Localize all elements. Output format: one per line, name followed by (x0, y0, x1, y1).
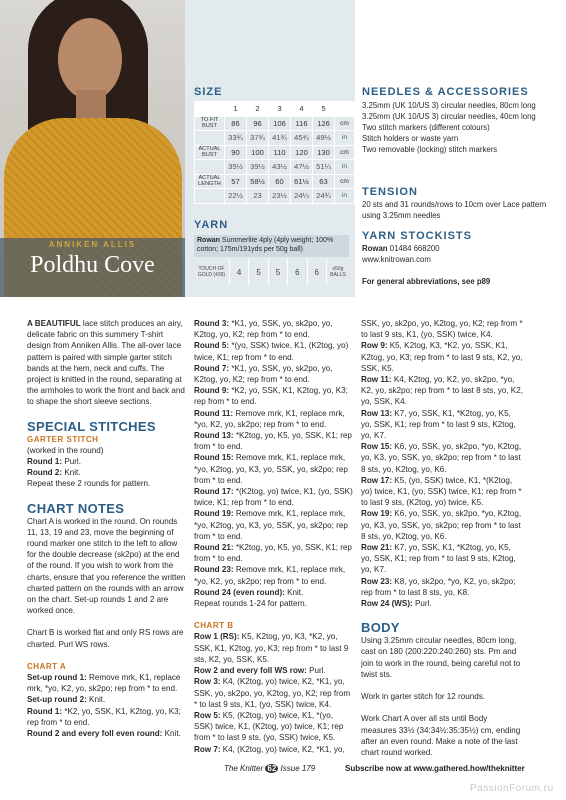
list-item: Row 23: K8, yo, sk2po, *yo, K2, yo, sk2po; rep from * to last 8 sts, yo, K8. (361, 576, 516, 597)
list-item: Round 21: *K2tog, yo, K5, yo, SSK, K1; rep from * to end. (194, 543, 352, 564)
column-3: SSK, yo, sk2po, yo, K2tog, yo, K2; rep from * to last 9 sts, K1, (yo, SSK) twice, K4. Row 9: K5, K2tog, K3, *K2, yo, SSK, K1, K2tog, yo, K3; rep from * to last 9 sts, K2, yo, SSK, K5. Row 11: K4, K2tog, yo, K2, yo, sk2po, *yo, K2, yo, sk2po; rep from * to last 8 sts, yo, K2, yo, SSK, K4. Row 13: K7, yo, SSK, K1, *K2tog, yo, K5, yo, SSK, K1; rep from * to last 9 sts, K2tog, yo, K7. Row 15: K6, yo, SSK, yo, sk2po, *yo, K2tog, yo, K3, yo, SSK, yo, sk2po; rep from * to last 8 sts, yo, K2tog, yo, K6. Row 17: K5, (yo, SSK) twice, K1, *(K2tog, yo) twice, K1, (yo, SSK) twice, K1; rep from * to last 9 sts, (K2tog, yo) twice, K5. Row 19: K6, yo, SSK, yo, sk2po, *yo, K2tog, yo, K3, yo, SSK, yo, sk2po; rep from * to last 8 sts, yo, K2tog, yo, K6. Row 21: K7, yo, SSK, K1, *K2tog, yo, K5, yo, SSK, K1; rep from * to last 9 sts, K2tog, yo, K7. Row 23: K8, yo, sk2po, *yo, K2, yo, sk2po; rep from * to last 8 sts, yo, K8. Row 24 (WS): Purl. BODY Using 3.25mm circular needles, 80cm long, cast on 180 (200:220:240:260) sts. Pm and join to work in the round, being careful not to twist sts. Work in garter stitch for 12 rounds. Work Chart A over all sts until Body measures 33½ (34:34½:35:35½) cm, ending after an even round. Make a note of the last chart round worked. (361, 319, 523, 757)
list-item: Row 17: K5, (yo, SSK) twice, K1, *(K2tog, yo) twice, K1, (yo, SSK) twice, K1; rep from * to last 9 sts, (K2tog, yo) twice, K5. (361, 475, 522, 508)
list-item: Round 11: Remove mrk, K1, replace mrk, *yo, K2, yo, sk2po; rep from * to end. (194, 408, 345, 429)
garter-heading: GARTER STITCH (27, 434, 99, 444)
watermark: PassionForum.ru (470, 783, 554, 794)
list-item: Row 3: K4, (K2tog, yo) twice, K2, *K1, yo, SSK, yo, sk2po, yo, K2tog, yo, K2; rep from * to last 9 sts, K1, (yo, SSK) twice, K4. (194, 677, 351, 709)
list-item: Round 19: Remove mrk, K1, replace mrk, *yo, K2tog, yo, K3, yo, SSK, yo, sk2po; rep from * to end. (194, 509, 348, 541)
list-item: Round 24 (even round): Knit. (194, 587, 304, 597)
list-item: Round 7: *K1, yo, SSK, yo, sk2po, yo, K2tog, yo, K2; rep from * to end. (194, 363, 333, 385)
list-item: Round 15: Remove mrk, K1, replace mrk, *yo, K2tog, yo, K3, yo, SSK, yo, sk2po; rep from * to end. (194, 453, 348, 485)
page-number: 62 (267, 764, 277, 773)
pattern-title: Poldhu Cove (30, 252, 155, 278)
table-row: TO FIT BUST 86 96 106 116 126 cm (195, 116, 355, 131)
intro-paragraph: A BEAUTIFUL lace stitch produces an airy, delicate fabric on this summery T-shirt design from Anniken Allis. The all-over lace pattern is paired with simple garter stitch bands at the hem, neck and cuffs. The project is knitted in the round, separating at the armholes to work the front and back and to shape the short sleeve sections. (27, 319, 185, 407)
needles-heading: NEEDLES & ACCESSORIES (362, 86, 529, 98)
table-row: ACTUAL BUST 90 100 110 120 130 cm (195, 145, 355, 160)
size-heading: SIZE (194, 86, 223, 98)
list-item: Row 1 (RS): K5, K2tog, yo, K3, *K2, yo, SSK, K1, K2tog, yo, K3; rep from * to last 9 sts, K2, yo, SSK, K5. (194, 632, 349, 664)
stockists-url[interactable]: www.knitrowan.com (362, 255, 431, 264)
yarn-quantity-row: TOUCH OF GOLD (439) 4 5 5 6 6 x50g BALLS (194, 259, 349, 285)
abbreviations-note: For general abbreviations, see p89 (362, 277, 491, 286)
subscribe-link[interactable]: Subscribe now at www.gathered.how/theknitter (345, 764, 525, 773)
shade-label: TOUCH OF GOLD (439) (194, 259, 229, 285)
tension-text: 20 sts and 31 rounds/rows to 10cm over Lace pattern using 3.25mm needles (362, 200, 547, 220)
table-row: 35½ 39½ 43½ 47½ 51¼ in (195, 160, 355, 175)
size-table (194, 101, 355, 204)
list-item: Row 21: K7, yo, SSK, K1, *K2tog, yo, K5, yo, SSK, K1; rep from * to last 9 sts, K2tog, yo, K7. (361, 543, 516, 575)
chart-notes-heading: CHART NOTES (27, 500, 125, 516)
balls-unit: x50g BALLS (327, 259, 349, 285)
list-item: Round 23: Remove mrk, K1, replace mrk, *yo, K2, yo, sk2po; rep from * to end. (194, 565, 346, 586)
designer-name: ANNIKEN ALLIS (48, 240, 137, 249)
size-header-row: 1 2 3 4 5 (195, 102, 355, 117)
table-row: 22½ 23 23½ 24¼ 24¾ in (195, 189, 355, 204)
yarn-heading: YARN (194, 219, 229, 231)
list-item: Row 19: K6, yo, SSK, yo, sk2po, *yo, K2tog, yo, K3, yo, SSK, yo, sk2po; rep from * to last 8 sts, yo, K2tog, yo, K6. (361, 509, 522, 541)
list-item: Round 3: *K1, yo, SSK, yo, sk2po, yo, K2tog, yo, K2; rep from * to end. (194, 319, 333, 340)
table-row: 33¾ 37¾ 41¾ 45¾ 49½ in (195, 131, 355, 146)
list-item: Row 11: K4, K2tog, yo, K2, yo, sk2po, *yo, K2, yo, sk2po; rep from * to last 8 sts, yo, K2, yo, SSK, K4. (361, 375, 523, 407)
stockists-heading: YARN STOCKISTS (362, 230, 472, 242)
special-stitches-heading: SPECIAL STITCHES (27, 418, 156, 434)
tension-heading: TENSION (362, 186, 418, 198)
body-heading: BODY (361, 620, 400, 636)
list-item: Row 5: K5, (K2tog, yo) twice, K1, *(yo, SSK) twice, K1, (K2tog, yo) twice, K1; rep from * to last 9 sts, (yo, SSK) twice, K5. (194, 710, 344, 743)
table-row: ACTUAL LENGTH 57 58½ 60 61½ 63 cm (195, 174, 355, 189)
chart-b-heading: CHART B (194, 621, 234, 631)
list-item: Row 2 and every foll WS row: Purl. (194, 666, 326, 676)
chart-note-b: Chart B is worked flat and only RS rows are charted. Purl WS rows. (27, 628, 184, 649)
chart-a-heading: CHART A (27, 661, 67, 671)
column-2: Round 3: *K1, yo, SSK, yo, sk2po, yo, K2tog, yo, K2; rep from * to end. Round 5: *(yo, SSK) twice, K1, (K2tog, yo) twice, K1; rep from * to end. Round 7: *K1, yo, SSK, yo, sk2po, yo, K2tog, yo, K2; rep from * to end. Round 9: *K2, yo, SSK, K1, K2tog, yo, K3; rep from * to end. Round 11: Remove mrk, K1, replace mrk, *yo, K2, yo, sk2po; rep from * to end. Round 13: *K2tog, yo, K5, yo, SSK, K1; rep from * to end. Round 15: Remove mrk, K1, replace mrk, *yo, K2tog, yo, K3, yo, SSK, yo, sk2po; rep from * to end. Round 17: *(K2tog, yo) twice, K1, (yo, SSK) twice, K1; rep from * to end. Round 19: Remove mrk, K1, replace mrk, *yo, K2tog, yo, K3, yo, SSK, yo, sk2po; rep from * to end. Round 21: *K2tog, yo, K5, yo, SSK, K1; rep from * to end. Round 23: Remove mrk, K1, replace mrk, *yo, K2, yo, sk2po; rep from * to end. Round 24 (even round): Knit. Repeat rounds 1-24 for pattern. CHART B Row 1 (RS): K5, K2tog, yo, K3, *K2, yo, SSK, K1, K2tog, yo, K3; rep from * to last 9 sts, K2, yo, SSK, K5. Row 2 and every foll WS row: Purl. Row 3: K4, (K2tog, yo) twice, K2, *K1, yo, SSK, yo, sk2po, yo, K2tog, yo, K2; rep from * to last 9 sts, K1, (yo, SSK) twice, K4. Row 5: K5, (K2tog, yo) twice, K1, *(yo, SSK) twice, K1, (K2tog, yo) twice, K1; rep from * to last 9 sts, (yo, SSK) twice, K5. Row 7: K4, (K2tog, yo) twice, K2, *K1, yo, (194, 319, 353, 754)
list-item: Round 5: *(yo, SSK) twice, K1, (K2tog, yo) twice, K1; rep from * to end. (194, 341, 349, 362)
list-item: Round 17: *(K2tog, yo) twice, K1, (yo, SSK) twice, K1; rep from * to end. (194, 487, 353, 508)
list-item: Round 13: *K2tog, yo, K5, yo, SSK, K1; rep from * to end. (194, 431, 352, 452)
chart-note-a: Chart A is worked in the round. On rounds 11, 13, 19 and 23, move the beginning of round marker one stitch to the left to allow for the double decrease (sk2po) at the end of the round. If you wish to work from the charts, ensure that you reference the written charted pattern on the rounds with an arrow on the chart. Set-up rounds 1 and 2 are worked once. (27, 516, 186, 616)
list-item: Round 9: *K2, yo, SSK, K1, K2tog, yo, K3; rep from * to end. (194, 386, 348, 407)
list-item: Row 13: K7, yo, SSK, K1, *K2tog, yo, K5, yo, SSK, K1; rep from * to last 9 sts, K2tog, yo, K7. (361, 408, 516, 441)
column-1: A BEAUTIFUL lace stitch produces an airy, delicate fabric on this summery T-shirt design from Anniken Allis. The all-over lace pattern is paired with simple garter stitch bands at the hem, neck and cuffs. The project is knitted in the round, separating at the armholes to work the front and back and to shape the short sleeve sections. SPECIAL STITCHES GARTER STITCH (worked in the round) Round 1: Purl. Round 2: Knit. Repeat these 2 rounds for pattern. CHART NOTES Chart A is worked in the round. On rounds 11, 13, 19 and 23, move the beginning of round marker one stitch to the left to allow for the double decrease (sk2po) at the end of the round. If you wish to work from the charts, ensure that you reference the written charted pattern on the rounds with an arrow on the chart. Set-up rounds 1 and 2 are worked once. Chart B is worked flat and only RS rows are charted. Purl WS rows. CHART A Set-up round 1: Remove mrk, K1, replace mrk, *yo, K2, yo, sk2po; rep from * to end. Set-up round 2: Knit. Round 1: *K2, yo, SSK, K1, K2tog, yo, K3; rep from * to end. Round 2 and every foll even round: Knit. (27, 319, 186, 739)
footer-magazine: The Knitter 62 Issue 179 (224, 764, 316, 773)
list-item: Row 15: K6, yo, SSK, yo, sk2po, *yo, K2tog, yo, K3, yo, SSK, yo, sk2po; rep from * to last 8 sts, yo, K2tog, yo, K6. (361, 442, 522, 474)
needles-text: 3.25mm (UK 10/US 3) circular needles, 80cm long 3.25mm (UK 10/US 3) circular needles, 40cm long Two stitch markers (different colours) Stitch holders or waste yarn Two removable (locking) stitch markers (362, 101, 536, 154)
list-item: Row 24 (WS): Purl. (361, 599, 432, 609)
stockists-text: Rowan 01484 668200 www.knitrowan.com (362, 244, 440, 264)
yarn-description: Rowan Summerlite 4ply (4ply weight; 100% cotton; 175m/191yds per 50g ball) (194, 235, 349, 257)
list-item: Row 9: K5, K2tog, K3, *K2, yo, SSK, K1, K2tog, yo, K3; rep from * to last 9 sts, K2, yo, SSK, K5. (361, 341, 523, 373)
list-item: Row 7: K4, (K2tog, yo) twice, K2, *K1, yo, (194, 744, 345, 754)
